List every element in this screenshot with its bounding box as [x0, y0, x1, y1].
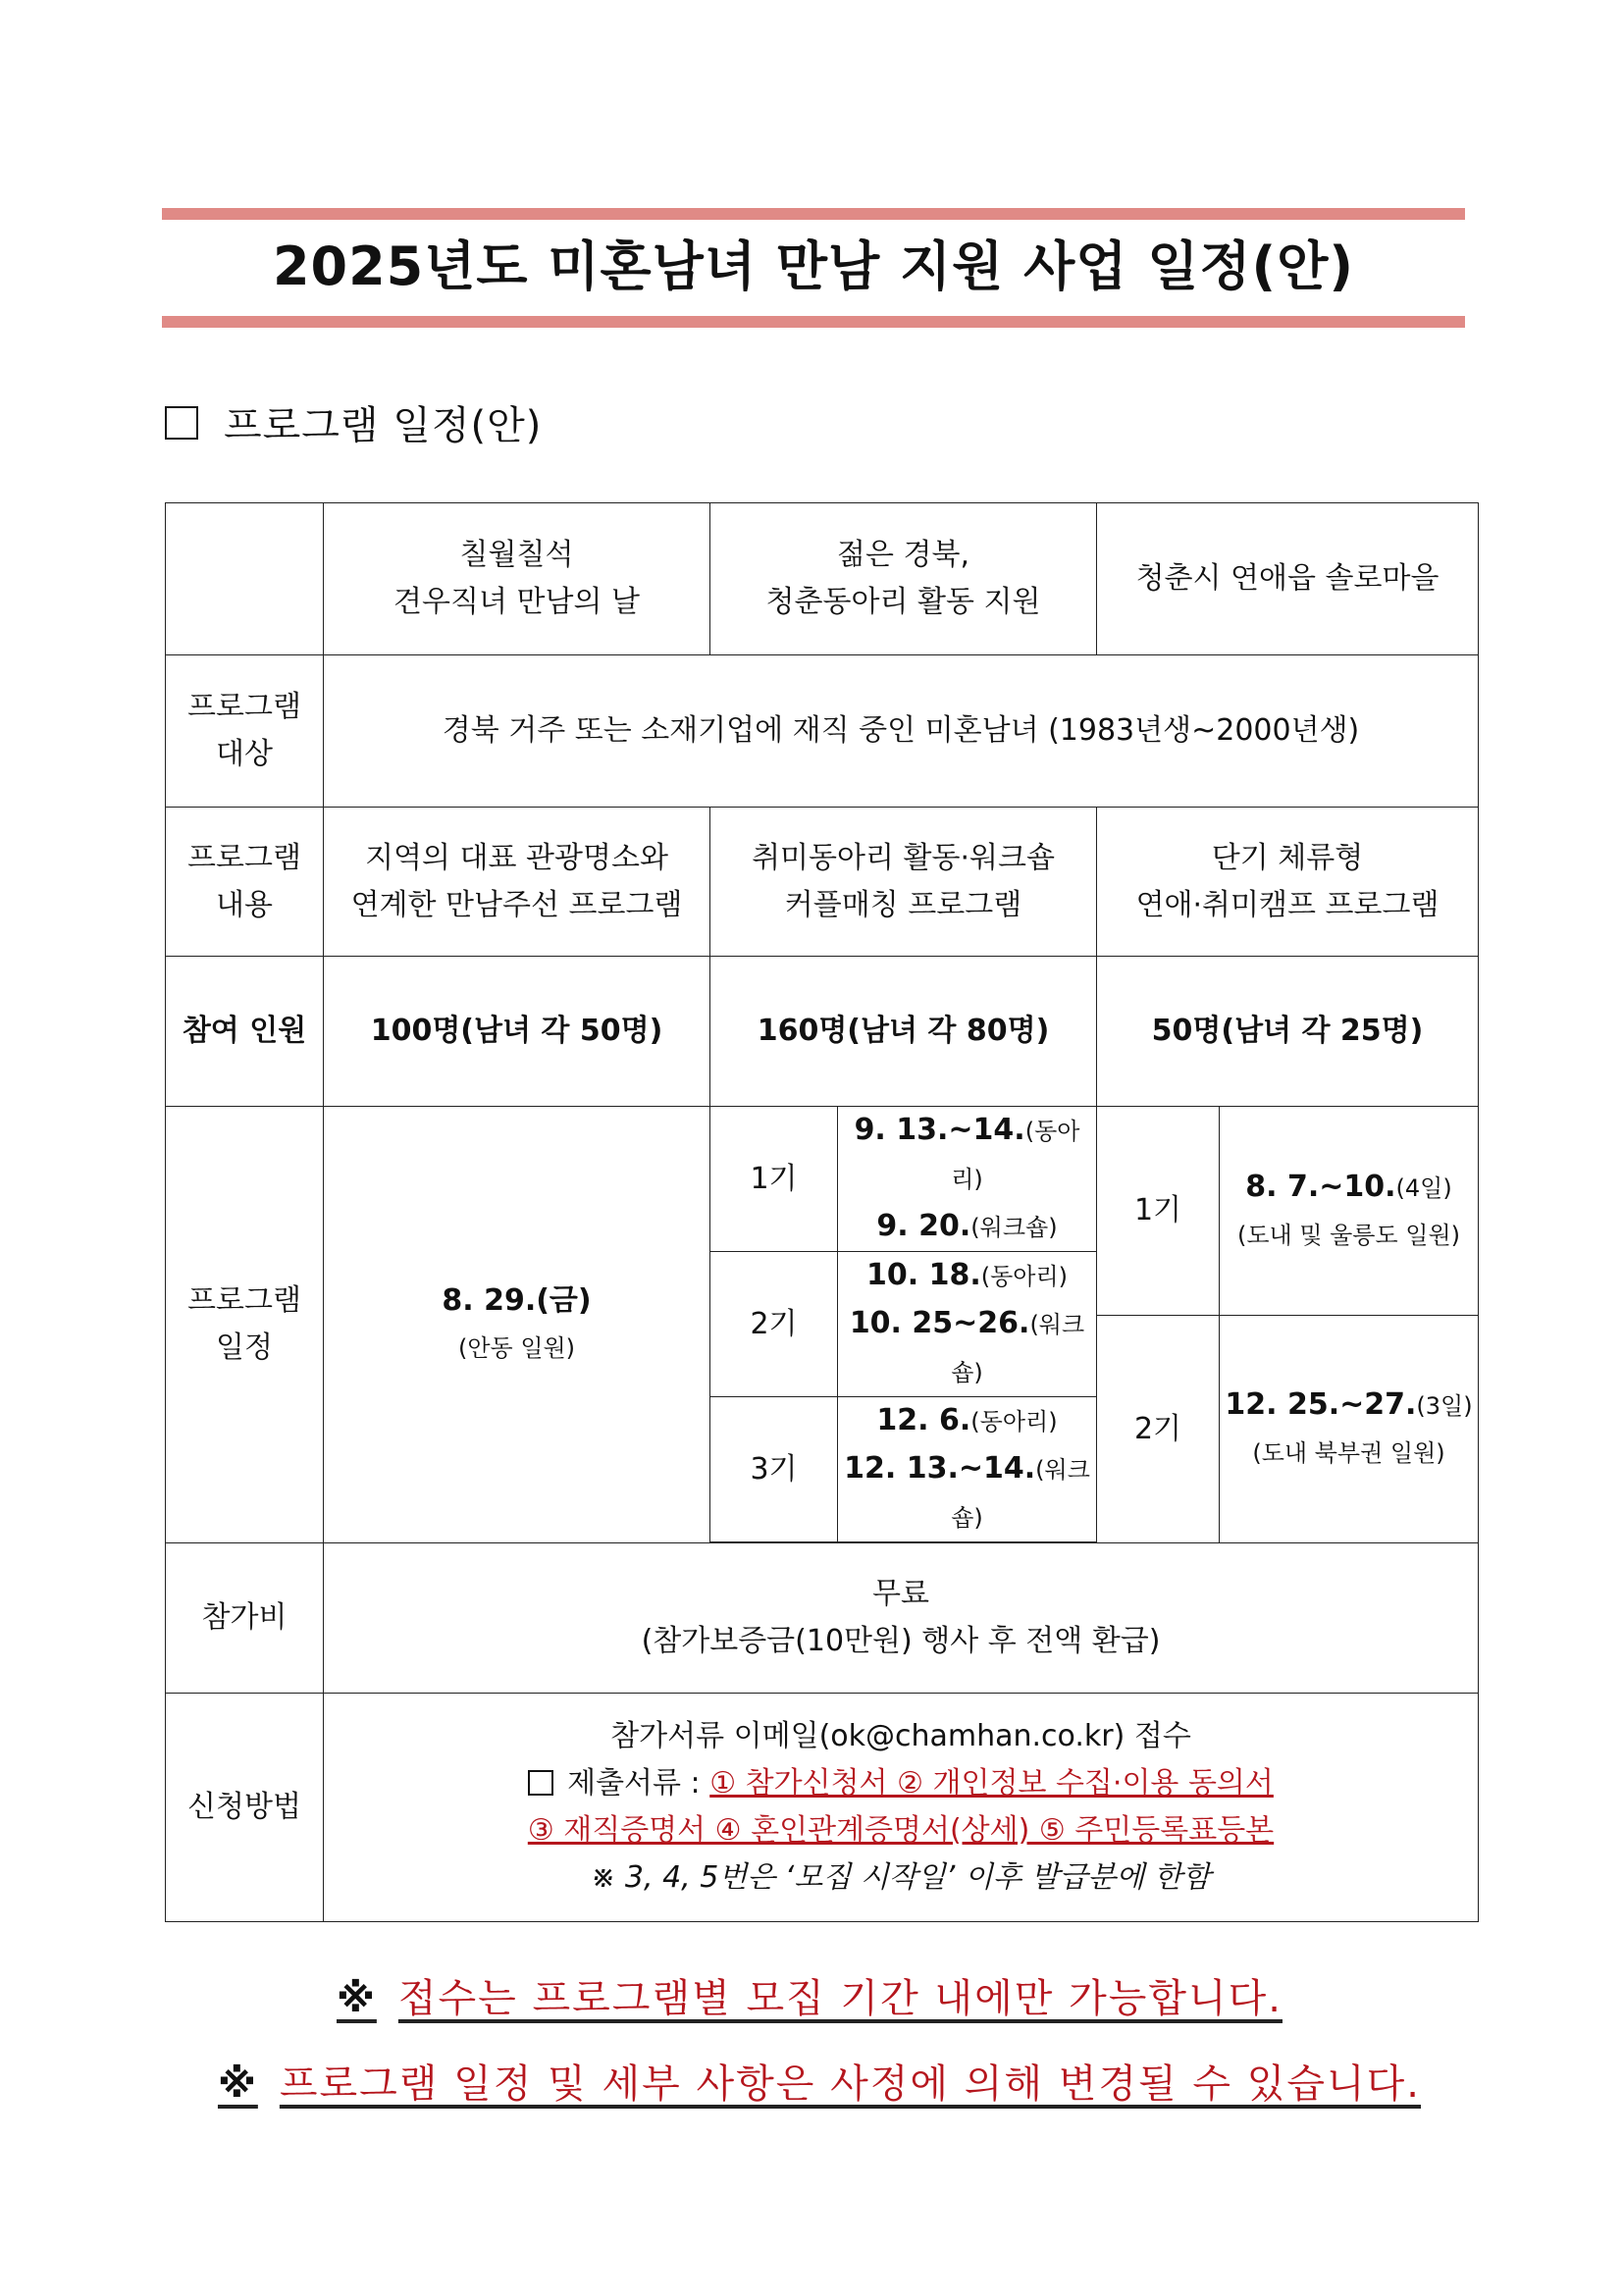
fee-note: (참가보증금(10만원) 행사 후 전액 환급): [641, 1624, 1161, 1658]
apply-row: [166, 1694, 1479, 1922]
content-p3-line2: 연애·취미캠프 프로그램: [1135, 887, 1440, 922]
notice-2: [172, 2053, 1467, 2109]
schedule-p2-term-1: 1기: [710, 1107, 838, 1252]
header-row: [166, 503, 1479, 655]
content-row: [166, 808, 1479, 957]
apply-docs-label: 제출서류 :: [567, 1766, 710, 1800]
fee-label: 참가비: [166, 1543, 324, 1694]
schedule-p2-2-line1-small: (동아리): [980, 1263, 1068, 1290]
fee-value-cell: [324, 1543, 1479, 1694]
participants-row: [166, 957, 1479, 1107]
header-program-1: [324, 503, 710, 655]
content-label: [166, 808, 324, 957]
header-program-2-line2: 청춘동아리 활동 지원: [765, 585, 1041, 619]
content-program-2: [710, 808, 1097, 957]
document-title: 2025년도 미혼남녀 만남 지원 사업 일정(안): [272, 235, 1355, 297]
section-heading: [165, 394, 542, 450]
apply-label: 신청방법: [166, 1694, 324, 1922]
schedule-p2-dates-2: [838, 1252, 1097, 1397]
schedule-p2-2-line2-main: 10. 25~26.: [849, 1306, 1030, 1340]
schedule-p3-1-line1: [1224, 1164, 1474, 1212]
document-title-block: [162, 208, 1465, 328]
notice-1-mark: ※: [337, 1976, 377, 2021]
schedule-p3-2-line1: [1224, 1382, 1474, 1430]
schedule-p1-date: 8. 29.(금): [442, 1283, 592, 1318]
schedule-p2-1-line1: [842, 1107, 1092, 1203]
target-row: [166, 655, 1479, 808]
content-label-line1: 프로그램: [187, 840, 301, 875]
schedule-p2-2-line2-small: (워크숍): [951, 1311, 1085, 1386]
participants-program-2: 160명(남녀 각 80명): [710, 957, 1097, 1107]
apply-docs-list-2: ③ 재직증명서 ④ 혼인관계증명서(상세) ⑤ 주민등록표등본: [527, 1813, 1275, 1848]
apply-email-line: 참가서류 이메일(ok@chamhan.co.kr) 접수: [610, 1719, 1191, 1753]
schedule-p2-term-3: 3기: [710, 1397, 838, 1542]
checkbox-icon: [528, 1770, 553, 1796]
content-p1-line1: 지역의 대표 관광명소와: [365, 840, 668, 875]
content-program-3: [1097, 808, 1479, 957]
notice-2-mark: ※: [217, 2061, 258, 2107]
header-program-3: 청춘시 연애읍 솔로마을: [1097, 503, 1479, 655]
schedule-p2-3-line1-small: (동아리): [970, 1408, 1058, 1435]
header-program-2-line1: 젊은 경북,: [837, 538, 969, 572]
schedule-p3-term-1: 1기: [1097, 1107, 1220, 1316]
apply-note: ※ 3, 4, 5번은 ‘모집 시작일’ 이후 발급분에 한함: [591, 1860, 1211, 1895]
title-top-bar: [162, 208, 1465, 220]
target-label: [166, 655, 324, 808]
content-p2-line2: 커플매칭 프로그램: [784, 887, 1022, 922]
schedule-p3-2-small: (3일): [1416, 1392, 1473, 1420]
schedule-program-1: [324, 1107, 710, 1543]
schedule-p3-2-place: (도내 북부권 일원): [1252, 1439, 1445, 1467]
schedule-label: [166, 1107, 324, 1543]
header-program-2: [710, 503, 1097, 655]
schedule-p2-2-line1: [842, 1252, 1092, 1300]
participants-program-1: 100명(남녀 각 50명): [324, 957, 710, 1107]
notice-1: [294, 1967, 1325, 2023]
schedule-p3-dates-2: [1220, 1316, 1479, 1543]
target-value: 경북 거주 또는 소재기업에 재직 중인 미혼남녀 (1983년생~2000년생): [324, 655, 1479, 808]
content-p2-line1: 취미동아리 활동·워크숍: [752, 840, 1055, 875]
schedule-p2-3-line2-small: (워크숍): [951, 1456, 1090, 1532]
schedule-p3-1-place: (도내 및 울릉도 일원): [1236, 1221, 1461, 1249]
apply-docs-list-1: ① 참가신청서 ② 개인정보 수집·이용 동의서: [709, 1766, 1274, 1800]
fee-row: [166, 1543, 1479, 1694]
checkbox-icon: [165, 406, 198, 440]
content-program-1: [324, 808, 710, 957]
notice-1-text: 접수는 프로그램별 모집 기간 내에만 가능합니다.: [397, 1976, 1283, 2021]
schedule-p2-3-line1: [842, 1397, 1092, 1445]
schedule-table: [165, 502, 1479, 1922]
schedule-p3-1-small: (4일): [1395, 1174, 1452, 1202]
schedule-label-line2: 일정: [216, 1331, 273, 1365]
schedule-p2-2-line2: [842, 1300, 1092, 1396]
schedule-p2-1-line1-main: 9. 13.~14.: [854, 1113, 1025, 1147]
content-p1-line2: 연계한 만남주선 프로그램: [350, 887, 683, 922]
header-program-1-line1: 칠월칠석: [459, 538, 574, 572]
schedule-p2-1-line2: [842, 1203, 1092, 1251]
schedule-p2-dates-1: [838, 1107, 1097, 1252]
corner-cell: [166, 503, 324, 655]
schedule-row-1: [166, 1107, 1479, 1251]
schedule-p2-dates-3: [838, 1397, 1097, 1542]
schedule-p1-place: (안동 일원): [457, 1334, 576, 1362]
schedule-p2-1-line2-small: (워크숍): [970, 1214, 1058, 1241]
schedule-p3-1-main: 8. 7.~10.: [1245, 1169, 1396, 1204]
schedule-p3-term-2: 2기: [1097, 1316, 1220, 1543]
schedule-p2-3-line2-main: 12. 13.~14.: [844, 1451, 1036, 1486]
target-label-line2: 대상: [216, 737, 273, 771]
target-label-line1: 프로그램: [187, 690, 301, 724]
schedule-p2-1-line2-main: 9. 20.: [876, 1209, 971, 1243]
title-bottom-bar: [162, 316, 1465, 328]
schedule-label-line1: 프로그램: [187, 1283, 301, 1318]
content-p3-line1: 단기 체류형: [1211, 840, 1364, 875]
apply-docs-line1: [328, 1760, 1474, 1807]
participants-program-3: 50명(남녀 각 25명): [1097, 957, 1479, 1107]
participants-label: 참여 인원: [166, 957, 324, 1107]
apply-value-cell: [324, 1694, 1479, 1922]
section-heading-text: 프로그램 일정(안): [224, 403, 543, 448]
schedule-p2-term-2: 2기: [710, 1252, 838, 1397]
schedule-p3-2-main: 12. 25.~27.: [1225, 1387, 1417, 1422]
header-program-1-line2: 견우직녀 만남의 날: [393, 585, 640, 619]
content-label-line2: 내용: [216, 887, 273, 922]
schedule-p2-2-line1-main: 10. 18.: [865, 1258, 981, 1292]
schedule-p2-1-line1-small: (동아리): [951, 1118, 1080, 1193]
fee-value: 무료: [872, 1577, 929, 1611]
schedule-p2-3-line2: [842, 1445, 1092, 1541]
schedule-p2-3-line1-main: 12. 6.: [876, 1403, 971, 1437]
notice-2-text: 프로그램 일정 및 세부 사항은 사정에 의해 변경될 수 있습니다.: [279, 2061, 1422, 2107]
schedule-p3-dates-1: [1220, 1107, 1479, 1316]
